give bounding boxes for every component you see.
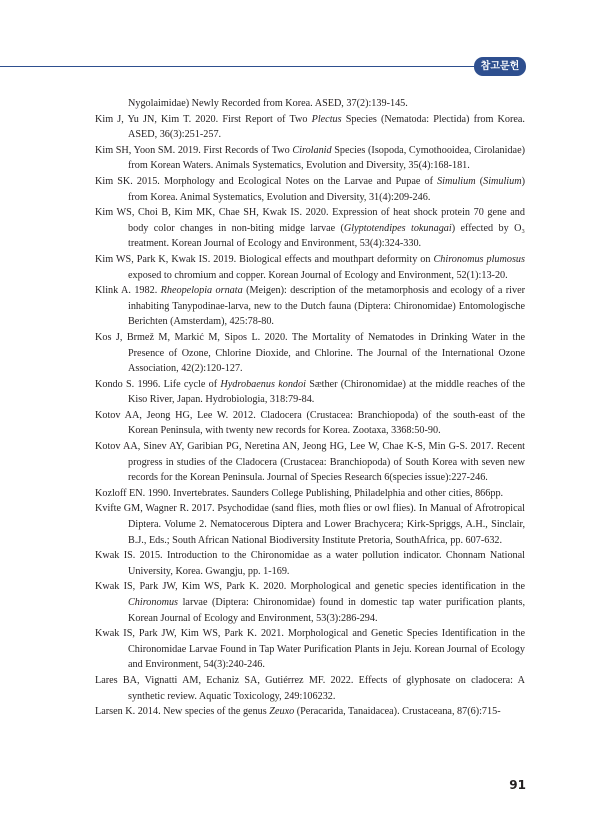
reference-entry [95, 283, 525, 330]
reference-text: Kim WS, Choi B, Kim MK, Chae SH, Kwak IS. 2020. Expression of heat shock protein 70 gene and body color changes in non-biting midge larvae ( [95, 207, 525, 234]
reference-text: ( [475, 175, 484, 187]
reference-text: Kos J, Brmež M, Markić M, Sipos L. 2020. The Mortality of Nematodes in Drinking Water in the Presence of Ozone, Chlorine Dioxide, and Chlorine. The Journal of the International Ozone Association, 42(2):120-127. [95, 331, 525, 375]
reference-entry [95, 486, 525, 502]
reference-taxon-italic: Rheopelopia ornata [160, 285, 243, 297]
reference-entry [95, 174, 525, 205]
reference-text: Kwak IS, Park JW, Kim WS, Park K. 2021. Morphological and Genetic Species Identification in the Chironomidae Larvae Found in Tap Water Purification Plants in Jeju. Korean Journal of Ecology and Environment, 54(3):240-246. [95, 628, 525, 671]
reference-text: Kondo S. 1996. Life cycle of [95, 378, 221, 390]
reference-entry [95, 501, 525, 548]
reference-text: Kvifte GM, Wagner R. 2017. Psychodidae (sand flies, moth flies or owl flies). In Manual of Afrotropical Diptera. Volume 2. Nematocerous Diptera and Lower Brachycera; Kirk-Spriggs, A.H., Sinclair, B.J., Eds.; South African National Biodiversity Institute Pretoria, SouthAfrica, pp. 607-632. [95, 503, 525, 546]
reference-text: (Meigen): description of the metamorphosis and ecology of a river inhabiting Tanypodinae-larva, new to the Dutch fauna (Diptera: Chironomidae) Entomologische Berichten (Amsterdam), 425:78-80. [128, 285, 525, 328]
reference-text: Sæther (Chironomidae) at the middle reaches of the Kiso River, Japan. Hydrobiologia, 318:79-84. [128, 378, 526, 406]
reference-text: Kim WS, Park K, Kwak IS. 2019. Biological effects and mouthpart deformity on [95, 253, 434, 265]
reference-taxon-italic: Chironomus [128, 597, 179, 608]
reference-taxon-italic: Plectus [311, 113, 342, 125]
reference-text: Kotov AA, Jeong HG, Lee W. 2012. Cladocera (Crustacea: Branchiopoda) of the south-east of the Korean Peninsula, with twenty new records for Korea. Zootaxa, 3368:50-90. [95, 409, 525, 437]
reference-taxon-italic: Simulium [437, 175, 476, 187]
reference-entry [95, 439, 525, 486]
reference-entry [95, 205, 525, 252]
reference-taxon-italic: Hydrobaenus kondoi [220, 378, 306, 390]
reference-taxon-italic: Simulium [483, 175, 522, 187]
page-number: 91 [509, 778, 526, 792]
header-rule [0, 66, 476, 67]
reference-text: Kwak IS, Park JW, Kim WS, Park K. 2020. Morphological and genetic species identification in the [95, 581, 525, 593]
reference-entry [95, 626, 525, 673]
reference-taxon-italic: Chironomus plumosus [433, 253, 525, 265]
reference-text: Klink A. 1982. [95, 285, 161, 297]
reference-entry [95, 330, 525, 377]
reference-text: Kotov AA, Sinev AY, Garibian PG, Neretina AN, Jeong HG, Lee W, Chae K-S, Min G-S. 2017. Recent progress in studies of the Cladocera (Crustacea: Branchiopoda) of South Korea with seven new records for the Korean Peninsula. Journal of Species Research 6(species issue):227-246. [95, 441, 525, 484]
reference-text: Nygolaimidae) Newly Recorded from Korea. ASED, 37(2):139-145. [128, 98, 408, 109]
reference-text: Lares BA, Vignatti AM, Echaniz SA, Gutiérrez MF. 2022. Effects of glyphosate on cladocera: A synthetic review. Aquatic Toxicology, 249:106232. [95, 674, 525, 702]
reference-text: Kwak IS. 2015. Introduction to the Chironomidae as a water pollution indicator. Chonnam National University, Korea. Gwangju, pp. 1-169. [95, 550, 525, 577]
reference-text: ) from Korea. Animal Systematics, Evolution and Diversity, 31(4):209-246. [128, 175, 525, 203]
reference-entry [95, 673, 525, 704]
reference-entry [95, 548, 525, 579]
reference-entry [95, 252, 525, 283]
reference-text: Larsen K. 2014. New species of the genus [95, 706, 270, 718]
reference-taxon-italic: Glyptotendipes tokunagai [343, 222, 452, 234]
reference-text: exposed to chromium and copper. Korean Journal of Ecology and Environment, 52(1):13-20. [128, 269, 508, 281]
reference-entry [95, 704, 525, 720]
reference-entry [95, 112, 525, 143]
reference-entry [95, 143, 525, 174]
reference-entry [95, 377, 525, 408]
reference-text: Species (Nematoda: Plectida) from Korea. ASED, 36(3):251-257. [128, 113, 525, 141]
reference-entry [95, 96, 525, 112]
reference-text: Kim SK. 2015. Morphology and Ecological Notes on the Larvae and Pupae of [95, 175, 438, 187]
section-badge: 참고문헌 [474, 57, 526, 76]
reference-text: Kim SH, Yoon SM. 2019. First Records of Two [95, 144, 293, 156]
reference-text: larvae (Diptera: Chironomidae) found in domestic tap water purification plants, Korean Journal of Ecology and Environment, 53(3):286-294. [128, 597, 525, 624]
reference-taxon-italic: Zeuxo [269, 706, 295, 718]
reference-text: Kim J, Yu JN, Kim T. 2020. First Report of Two [95, 113, 312, 125]
reference-text: ) effected by O₃ treatment. Korean Journal of Ecology and Environment, 53(4):324-330. [128, 222, 525, 250]
reference-text: (Peracarida, Tanaidacea). Crustaceana, 87(6):715- [294, 706, 501, 718]
reference-entry [95, 579, 525, 626]
reference-list [95, 96, 525, 720]
reference-text: Species (Isopoda, Cymothooidea, Cirolanidae) from Korean Waters. Animals Systematics, Evolution and Diversity, 35(4):168-181. [128, 144, 525, 172]
reference-text: Kozloff EN. 1990. Invertebrates. Saunders College Publishing, Philadelphia and other cities, 866pp. [95, 487, 504, 499]
reference-taxon-italic: Cirolanid [292, 144, 332, 156]
reference-entry [95, 408, 525, 439]
